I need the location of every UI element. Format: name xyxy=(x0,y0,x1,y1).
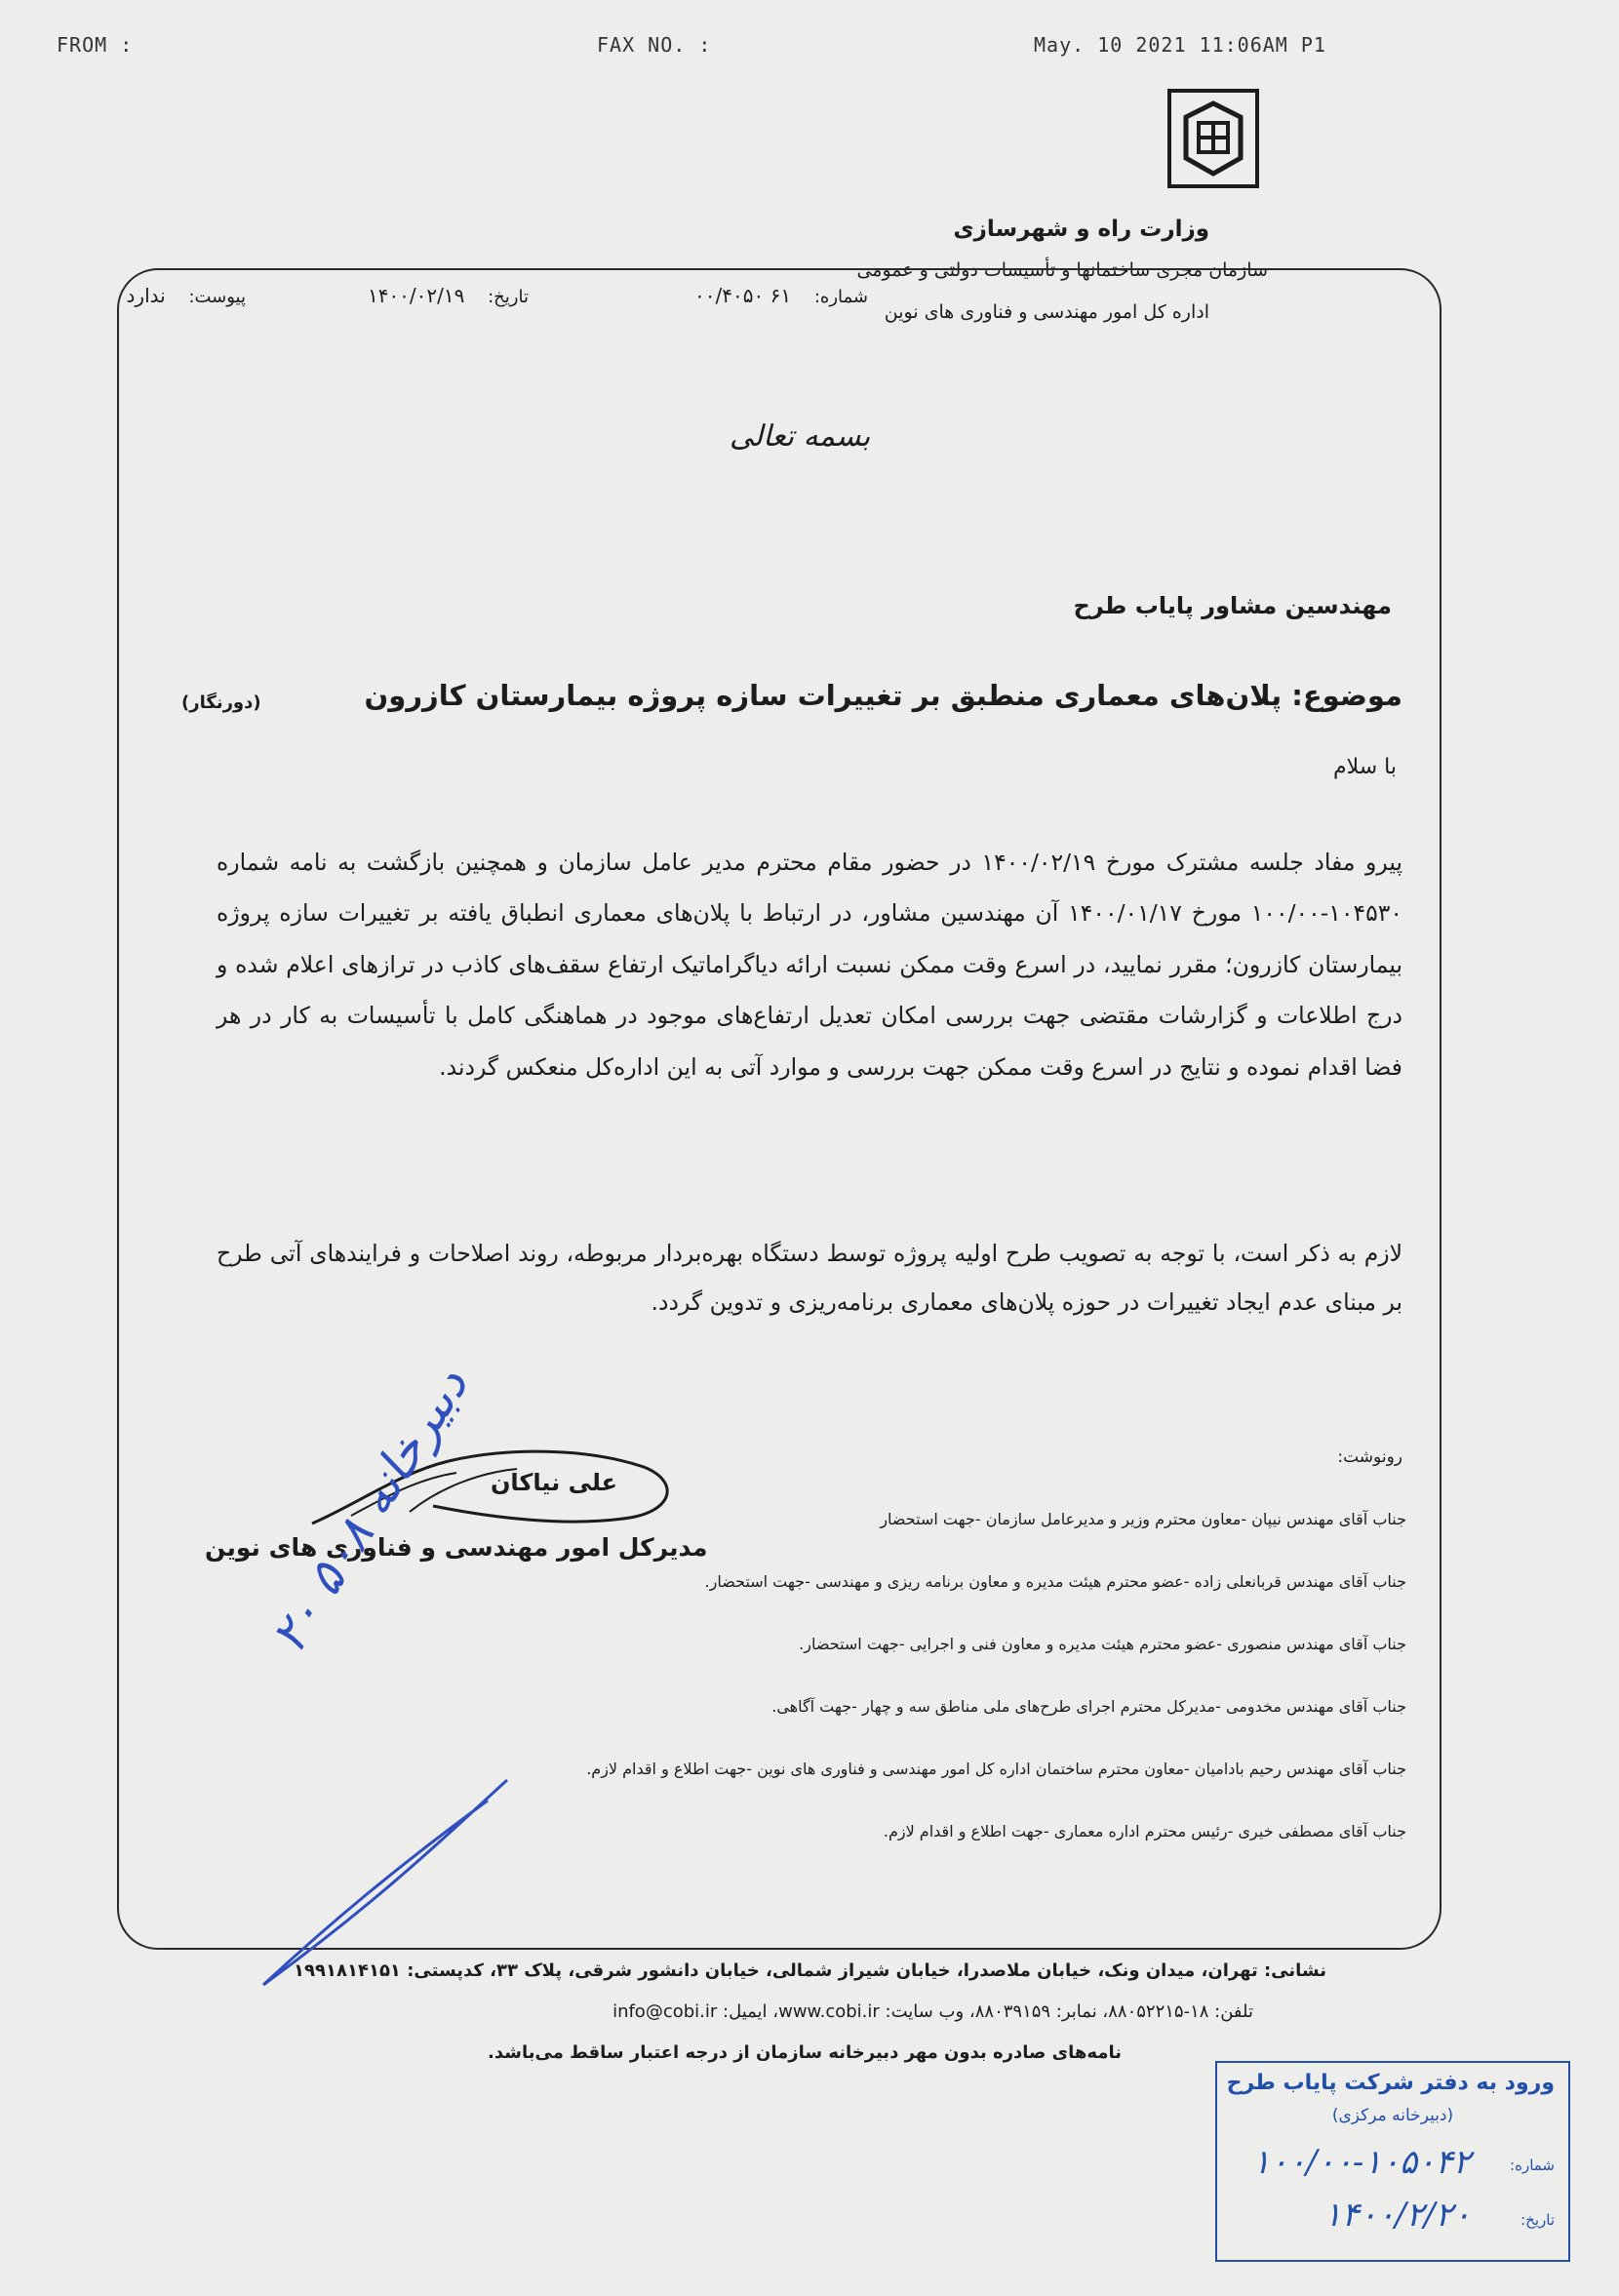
body-paragraph-2: لازم به ذکر است، با توجه به تصویب طرح اولیه پروژه توسط دستگاه بهره‌بردار مربوطه، روند اصلاحات و فرایندهای آتی طرح بر مبنای عدم ایجاد تغییرات در حوزه پلان‌های معماری برنامه‌ریزی و تدوین گردد. xyxy=(217,1240,1402,1316)
letter-attachment-value: ندارد xyxy=(126,284,166,307)
department-name: اداره کل امور مهندسی و فناوری های نوین xyxy=(884,301,1209,323)
cc-title: رونوشت: xyxy=(1337,1447,1402,1467)
subject-line: موضوع: پلان‌های معماری منطبق بر تغییرات سازه پروژه بیمارستان کازرون xyxy=(364,679,1402,712)
stamp-number-value: ۱۰۰/۰۰-۱۰۵۰۴۲ xyxy=(1252,2143,1471,2182)
cc-item: جناب آقای مهندس مخدومی -مدیرکل محترم اجرای طرح‌های ملی مناطق سه و چهار -جهت آگاهی. xyxy=(771,1697,1406,1716)
letter-attachment-label: پیوست: xyxy=(188,287,246,307)
fax-number: FAX NO. : xyxy=(597,33,712,57)
letter-date-value: ۱۴۰۰/۰۲/۱۹ xyxy=(367,284,465,307)
fax-from: FROM : xyxy=(57,33,134,57)
letter-number-value: ۶۱ ۰۰/۴۰۵۰ xyxy=(694,284,792,307)
stamp-date-value: ۱۴۰۰/۲/۲۰ xyxy=(1323,2196,1471,2235)
cc-item: جناب آقای مهندس منصوری -عضو محترم هیئت مدیره و معاون فنی و اجرایی -جهت استحضار. xyxy=(799,1635,1406,1653)
footer-address: نشانی: تهران، میدان ونک، خیابان ملاصدرا، خیابان شیراز شمالی، خیابان دانشور شرقی، پلاک ۳۳، کدپستی: ۱۹۹۱۸۱۴۱۵۱ xyxy=(294,1960,1326,1981)
stamp-date-label: تاریخ: xyxy=(1520,2211,1555,2229)
fax-timestamp: May. 10 2021 11:06AM P1 xyxy=(1034,33,1326,57)
cc-list xyxy=(586,1510,1406,1884)
handwritten-note: دبیرخانه ۵۰۸ ۲۰ xyxy=(259,1358,480,1663)
stamp-number-label: شماره: xyxy=(1510,2157,1555,2174)
ministry-emblem-icon xyxy=(1166,88,1260,189)
organization-name: سازمان مجری ساختمانها و تأسیسات دولتی و عمومی xyxy=(856,259,1268,281)
footer-disclaimer: نامه‌های صادره بدون مهر دبیرخانه سازمان از درجه اعتبار ساقط می‌باشد. xyxy=(488,2042,1122,2063)
letter-date-label: تاریخ: xyxy=(488,287,529,307)
greeting: با سلام xyxy=(1332,755,1397,779)
ministry-name: وزارت راه و شهرسازی xyxy=(953,217,1209,242)
stamp-subtitle: (دبیرخانه مرکزی) xyxy=(1331,2106,1454,2125)
fax-tag: (دورنگار) xyxy=(181,693,261,713)
letter-number-label: شماره: xyxy=(813,287,868,307)
footer-contact: تلفن: ۱۸-۸۸۰۵۲۲۱۵، نمابر: ۸۸۰۳۹۱۵۹، وب سایت: www.cobi.ir، ایمیل: info@cobi.ir xyxy=(612,2001,1253,2022)
recipient: مهندسین مشاور پایاب طرح xyxy=(1073,592,1392,619)
stamp-title: ورود به دفتر شرکت پایاب طرح xyxy=(1226,2071,1555,2095)
handwritten-flourish xyxy=(244,1600,536,1990)
cc-item: جناب آقای مهندس رحیم بادامیان -معاون محترم ساختمان اداره کل امور مهندسی و فناوری های نوین -جهت اطلاع و اقدام لازم. xyxy=(586,1760,1406,1778)
letter-number xyxy=(694,284,868,307)
letter-attachment xyxy=(127,284,246,307)
letter-date xyxy=(368,284,529,307)
body-paragraph-1: پیرو مفاد جلسه مشترک مورخ ۱۴۰۰/۰۲/۱۹ در حضور مقام محترم مدیر عامل سازمان و همچنین بازگشت به نامه شماره ۱۰۴۵۳۰-۱۰۰/۰۰ مورخ ۱۴۰۰/۰۱/۱۷ آن مهندسین مشاور، در ارتباط با پلان‌های معماری انطباق یافته بر تغییرات سازه پروژه بیمارستان کازرون؛ مقرر نمایید، در اسرع وقت ممکن نسبت ارائه دیاگراماتیک ارتفاع سقف‌های کاذب در ترازهای اعلام شده و درج اطلاعات و گزارشات مقتضی جهت بررسی امکان تعدیل ارتفاع‌های موجود در هماهنگی کامل با تأسیسات به کار در هر فضا اقدام نموده و نتایج در اسرع وقت ممکن جهت بررسی و موارد آتی به این اداره‌کل منعکس گردند. xyxy=(217,849,1403,1081)
cc-item: جناب آقای مصطفی خیری -رئیس محترم اداره معماری -جهت اطلاع و اقدام لازم. xyxy=(883,1822,1406,1841)
signature-name: علی نیاکان xyxy=(490,1469,618,1496)
cc-item: جناب آقای مهندس نیپان -معاون محترم وزیر و مدیرعامل سازمان -جهت استحضار xyxy=(880,1510,1406,1528)
signer-title: مدیرکل امور مهندسی و فناوری های نوین xyxy=(205,1533,708,1562)
basmala: بسمه تعالی xyxy=(730,419,871,454)
received-stamp xyxy=(1215,2061,1570,2262)
cc-item: جناب آقای مهندس قربانعلی زاده -عضو محترم هیئت مدیره و معاون برنامه ریزی و مهندسی -جهت استحضار. xyxy=(704,1572,1406,1591)
